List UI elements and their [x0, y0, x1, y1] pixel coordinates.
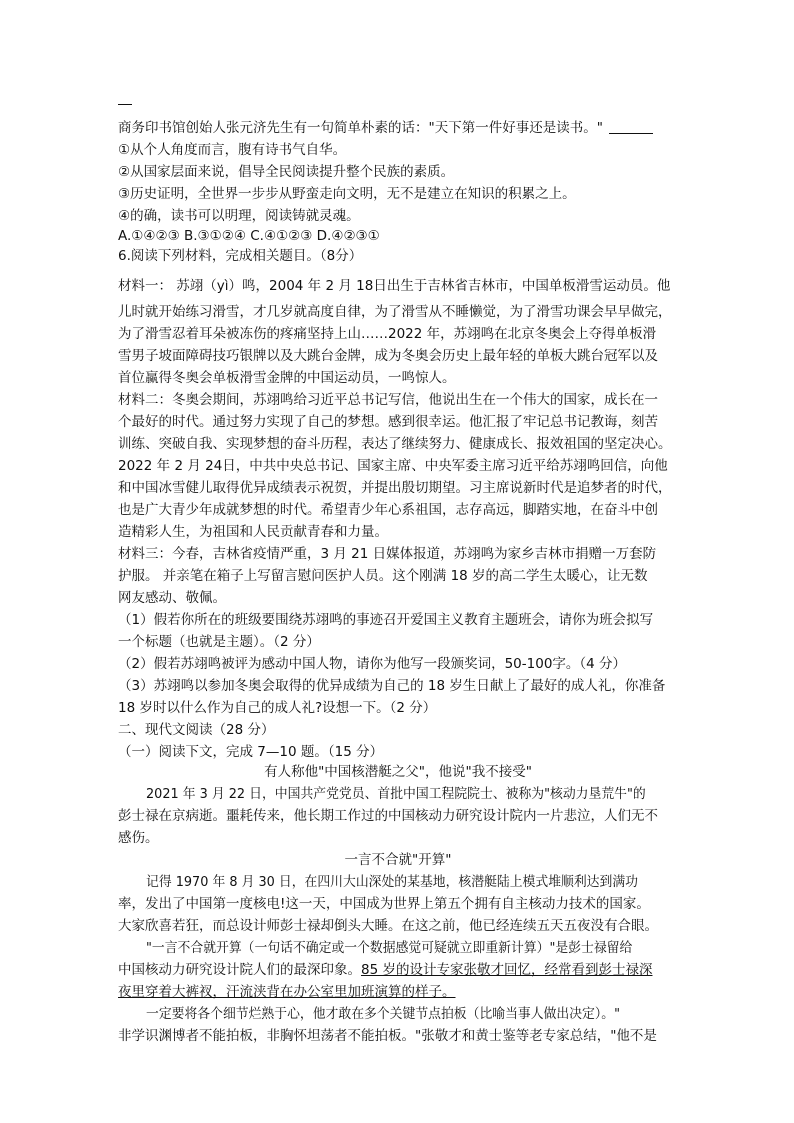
material-3-line-3: 网友感动、敬佩。 [118, 590, 226, 606]
question-6: 6.阅读下列材料，完成相关题目。（8分） [118, 248, 363, 264]
paragraph-1-line-1: 2021 年 3 月 22 日，中国共产党党员、首批中国工程院院士、被称为"核动力垦荒牛"的 [146, 786, 646, 802]
paragraph-4-line-1: 一定要将各个细节烂熟于心，他才敢在多个关键节点拍板（比喻当事人做出决定）。" [146, 1006, 621, 1022]
sub-question-2: （2）假若苏翊鸣被评为感动中国人物，请你为他写一段颁奖词，50-100字。（4 分） [118, 656, 627, 672]
section-2-heading: 二、现代文阅读（28 分） [118, 722, 275, 738]
material-1-line-3: 为了滑雪忍着耳朵被冻伤的疼痛坚持上山……2022 年，苏翊鸣在北京冬奥会上夺得单板滑 [118, 326, 657, 342]
option-1: ①从个人角度而言，腹有诗书气自华。 [118, 142, 347, 158]
material-1-line-5: 首位赢得冬奥会单板滑雪金牌的中国运动员，一鸣惊人。 [118, 370, 456, 386]
paragraph-1-line-3: 感伤。 [118, 830, 159, 846]
paragraph-3-plain: 中国核动力研究设计院人们的最深印象。 [118, 962, 361, 978]
top-dash [118, 104, 132, 105]
sub-question-3-line-1: （3）苏翊鸣以参加冬奥会取得的优异成绩为自己的 18 岁生日献上了最好的成人礼，你准备 [118, 678, 666, 694]
material-2-line-1: 材料二：冬奥会期间，苏翊鸣给习近平总书记写信，他说出生在一个伟大的国家，成长在一 [118, 392, 658, 408]
option-2: ②从国家层面来说，倡导全民阅读提升整个民族的素质。 [118, 164, 455, 180]
sub-question-3-line-2: 18 岁时以什么作为自己的成人礼?设想一下。（2 分） [118, 700, 437, 716]
article-subtitle: 一言不合就"开算" [344, 852, 452, 868]
material-1-line-2: 儿时就开始练习滑雪，才几岁就高度自律，为了滑雪从不睡懒觉，为了滑雪功课会早早做完， [118, 304, 672, 320]
answer-choices: A.①④②③ B.③①②④ C.④①②③ D.④②③① [118, 228, 380, 244]
paragraph-3-line-2 [118, 960, 678, 980]
quote-text: 商务印书馆创始人张元济先生有一句简单朴素的话："天下第一件好事还是读书。" [118, 120, 603, 136]
option-4: ④的确，读书可以明理，阅读铸就灵魂。 [118, 208, 360, 224]
material-2-line-3: 训练、突破自我、实现梦想的奋斗历程，表达了继续努力、健康成长、报效祖国的坚定决心。 [118, 436, 672, 452]
paragraph-2-line-3: 大家欣喜若狂，而总设计师彭士禄却倒头大睡。在这之前，他已经连续五天五夜没有合眼。 [118, 918, 658, 934]
option-3: ③历史证明，全世界一步步从野蛮走向文明，无不是建立在知识的积累之上。 [118, 186, 576, 202]
material-3-line-2: 护服。 并亲笔在箱子上写留言慰问医护人员。这个刚满 18 岁的高二学生太暖心，让无数 [118, 568, 648, 584]
material-1-line-4: 雪男子坡面障碍技巧银牌以及大跳台金牌，成为冬奥会历史上最年轻的单板大跳台冠军以及 [118, 348, 658, 364]
paragraph-3-underlined: 85 岁的设计专家张敬才回忆，经常看到彭士禄深 [361, 962, 653, 978]
material-2-line-2: 个最好的时代。通过努力实现了自己的梦想。感到很幸运。他汇报了牢记总书记教诲，刻苦 [118, 414, 658, 430]
material-2-line-6: 也是广大青少年成就梦想的时代。希望青少年心系祖国，志存高远，脚踏实地，在奋斗中创 [118, 502, 658, 518]
paragraph-1-line-2: 彭士禄在京病逝。噩耗传来，他长期工作过的中国核动力研究设计院内一片悲泣，人们无不 [118, 808, 658, 824]
section-2-1-heading: （一）阅读下文，完成 7—10 题。（15 分） [118, 744, 384, 760]
paragraph-4-line-2: 非学识渊博者不能拍板，非胸怀坦荡者不能拍板。"张敬才和黄士鉴等老专家总结，"他不是 [118, 1028, 657, 1044]
material-3-line-1: 材料三：今春，吉林省疫情严重，3 月 21 日媒体报道，苏翊鸣为家乡吉林市捐赠一万套防 [118, 546, 657, 562]
paragraph-2-line-1: 记得 1970 年 8 月 30 日，在四川大山深处的某基地，核潜艇陆上模式堆顺利达到满功 [146, 874, 638, 890]
paragraph-2-line-2: 率，发出了中国第一度核电!这一天，中国成为世界上第五个拥有自主核动力技术的国家。 [118, 896, 650, 912]
answer-blank [609, 119, 653, 134]
quote-line [118, 118, 678, 138]
material-2-line-5: 和中国冰雪健儿取得优异成绩表示祝贺，并提出殷切期望。习主席说新时代是追梦者的时代， [118, 480, 672, 496]
material-2-line-7: 造精彩人生，为祖国和人民贡献青春和力量。 [118, 524, 388, 540]
material-1-line-1: 材料一： 苏翊（yì）鸣，2004 年 2 月 18日出生于吉林省吉林市，中国单板滑雪运动员。他 [118, 278, 671, 294]
article-title: 有人称他"中国核潜艇之父"，他说"我不接受" [264, 764, 532, 780]
sub-question-1-line-1: （1）假若你所在的班级要围绕苏翊鸣的事迹召开爱国主义教育主题班会，请你为班会拟写 [118, 612, 654, 628]
sub-question-1-line-2: 一个标题（也就是主题）。（2 分） [118, 634, 320, 650]
paragraph-3-line-1: "一言不合就开算（一句话不确定或一个数据感觉可疑就立即重新计算）"是彭士禄留给 [146, 940, 633, 956]
material-2-line-4: 2022 年 2 月 24日，中共中央总书记、国家主席、中央军委主席习近平给苏翊鸣回信，向他 [118, 458, 668, 474]
paragraph-3-line-3: 夜里穿着大裤衩，汗流浃背在办公室里加班演算的样子。 [118, 984, 456, 1000]
